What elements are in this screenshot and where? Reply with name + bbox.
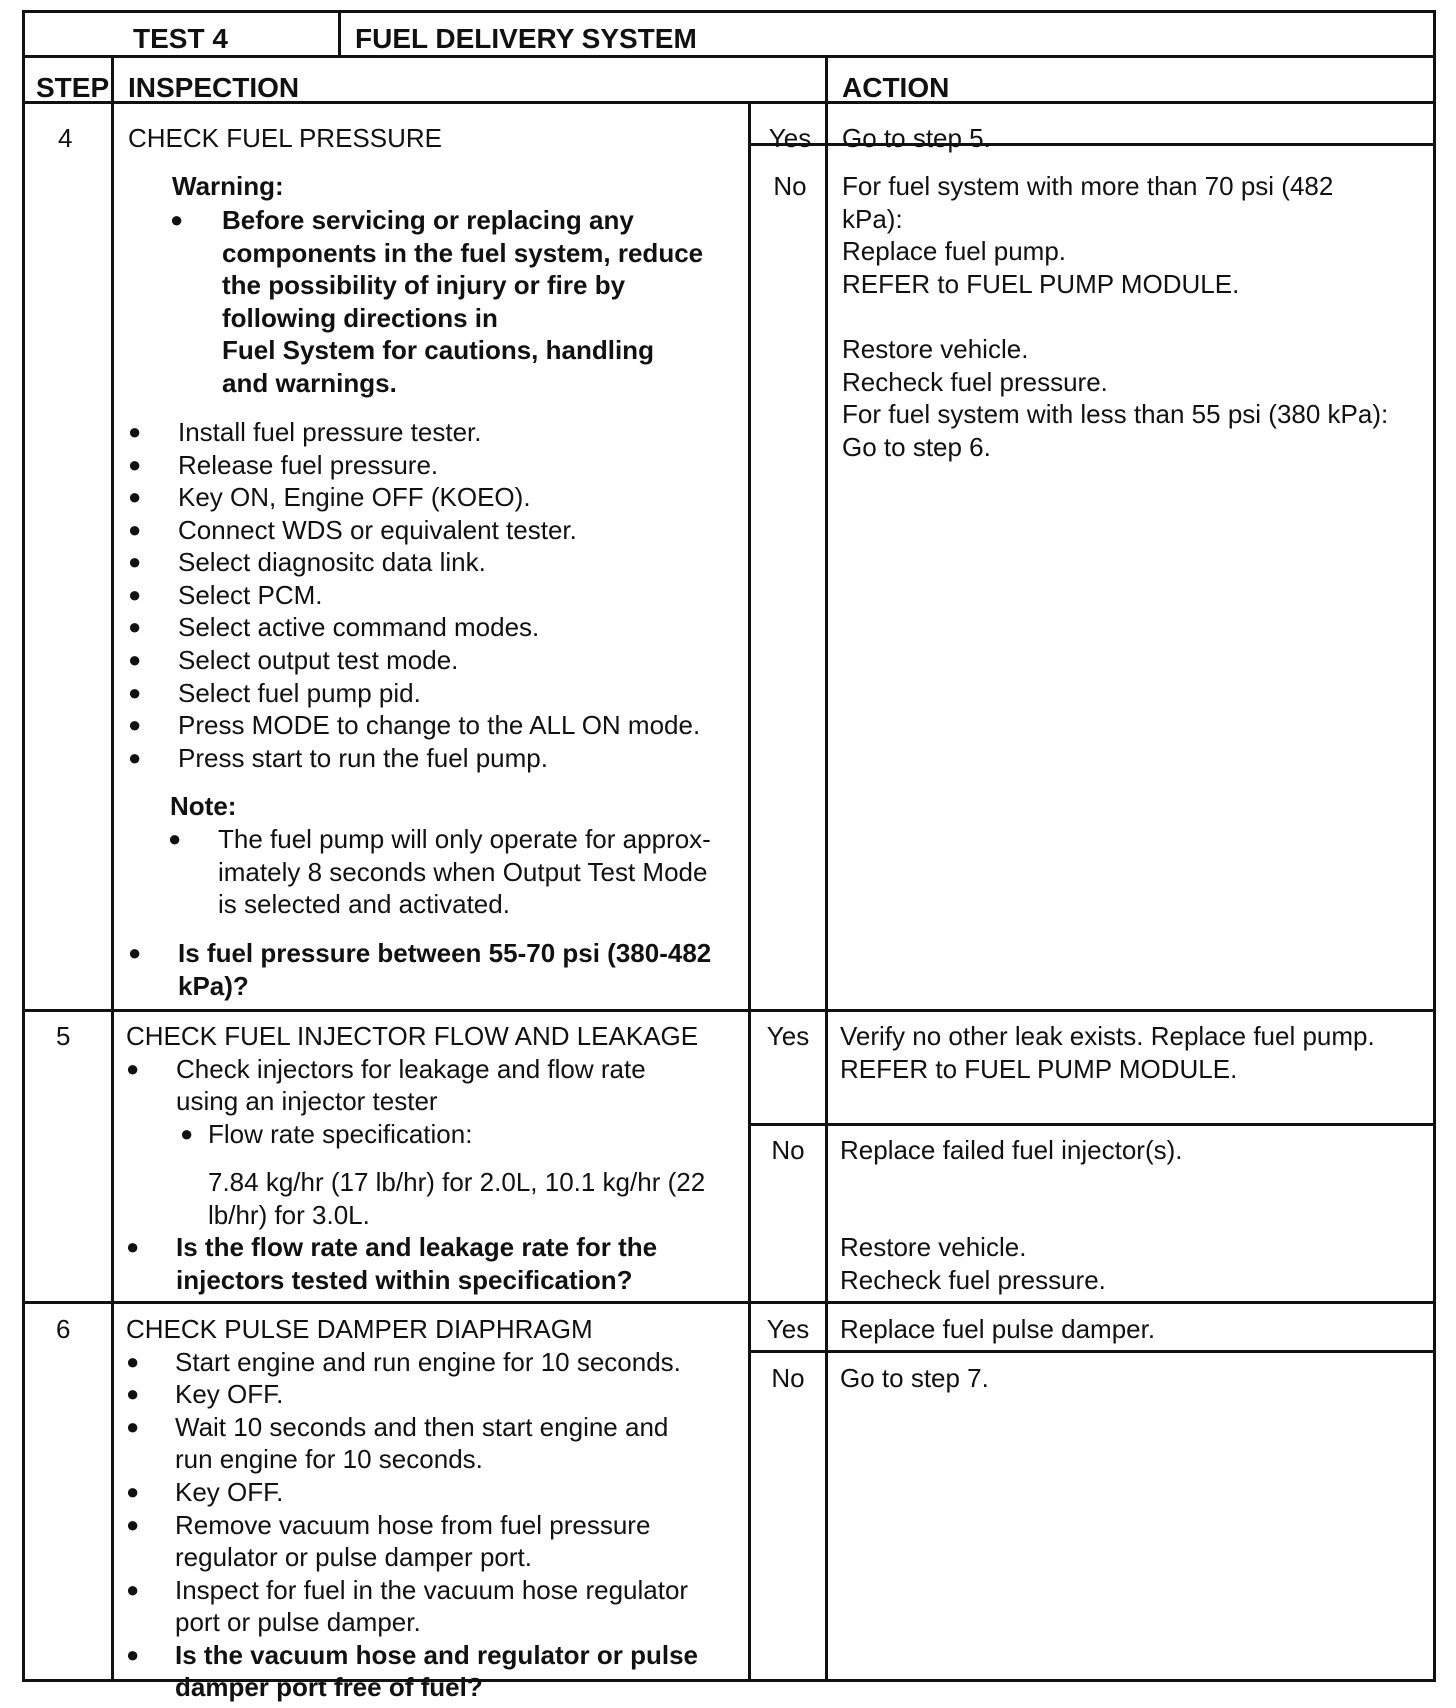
page-title: FUEL DELIVERY SYSTEM (355, 23, 697, 54)
no-action-text: Go to step 6. (842, 432, 991, 462)
list-item: Select active command modes. (178, 612, 540, 642)
rule-yesno-left (748, 101, 751, 1682)
list-item: port or pulse damper. (175, 1607, 421, 1637)
no-label: No (771, 1363, 805, 1393)
list-item: Release fuel pressure. (178, 450, 439, 480)
rule-test-title-divider (338, 10, 341, 57)
note-text: imately 8 seconds when Output Test Mode (218, 857, 708, 887)
step-number: 6 (56, 1314, 71, 1344)
list-item: Wait 10 seconds and then start engine and (175, 1412, 669, 1442)
yes-label: Yes (766, 1021, 810, 1051)
bullet-icon: ● (180, 1121, 194, 1146)
bullet-icon: ● (126, 1577, 140, 1602)
bullet-icon: ● (126, 1642, 140, 1667)
warning-text: components in the fuel system, reduce (222, 238, 704, 268)
question-text: Is the flow rate and leakage rate for the (176, 1232, 658, 1262)
no-action-text: Recheck fuel pressure. (842, 367, 1108, 397)
sub-list-item: Flow rate specification: (208, 1119, 473, 1149)
no-action-text: For fuel system with more than 70 psi (482 (842, 171, 1334, 201)
no-action-text: Replace failed fuel injector(s). (840, 1135, 1183, 1165)
test-label: TEST 4 (133, 23, 228, 54)
bullet-icon: ● (128, 940, 142, 965)
step-title: CHECK PULSE DAMPER DIAPHRAGM (126, 1314, 593, 1344)
list-item: Select output test mode. (178, 645, 459, 675)
bullet-icon: ● (128, 647, 142, 672)
question-text: kPa)? (178, 971, 249, 1001)
list-item: Connect WDS or equivalent tester. (178, 515, 577, 545)
list-item: Select fuel pump pid. (178, 678, 421, 708)
note-text: The fuel pump will only operate for approx- (218, 824, 711, 854)
column-header-step: STEP (36, 72, 110, 103)
warning-label: Warning: (172, 171, 284, 201)
warning-text: and warnings. (222, 368, 397, 398)
yes-action: Verify no other leak exists. Replace fuel pump. (840, 1021, 1375, 1051)
no-action-text: Recheck fuel pressure. (840, 1265, 1106, 1295)
list-item: Select PCM. (178, 580, 323, 610)
rule-step-column (111, 55, 114, 1682)
no-action-text: Replace fuel pump. (842, 236, 1067, 266)
bullet-icon: ● (126, 1349, 140, 1374)
rule-step5-bottom (22, 1301, 1436, 1304)
bullet-icon: ● (126, 1381, 140, 1406)
list-item: Press start to run the fuel pump. (178, 743, 548, 773)
step-number: 4 (58, 123, 73, 153)
bullet-icon: ● (168, 826, 182, 851)
list-item: Select diagnositc data link. (178, 547, 486, 577)
yes-action: REFER to FUEL PUMP MODULE. (840, 1054, 1238, 1084)
yes-action: Replace fuel pulse damper. (840, 1314, 1156, 1344)
rule-header-bottom (22, 55, 1436, 58)
list-item: Inspect for fuel in the vacuum hose regulator (175, 1575, 689, 1605)
bullet-icon: ● (128, 484, 142, 509)
rule-step5-yes-bottom (748, 1123, 1436, 1126)
bullet-icon: ● (128, 614, 142, 639)
step-number: 5 (56, 1021, 71, 1051)
note-text: is selected and activated. (218, 889, 510, 919)
no-action-text: Go to step 7. (840, 1363, 989, 1393)
step-title: CHECK FUEL PRESSURE (128, 123, 442, 153)
bullet-icon: ● (128, 452, 142, 477)
note-label: Note: (170, 791, 237, 821)
yes-label: Yes (766, 1314, 810, 1344)
list-item: Key OFF. (175, 1477, 284, 1507)
list-item: Key ON, Engine OFF (KOEO). (178, 482, 531, 512)
bullet-icon: ● (128, 419, 142, 444)
warning-text: Before servicing or replacing any (222, 205, 634, 235)
bullet-icon: ● (128, 745, 142, 770)
bullet-icon: ● (128, 517, 142, 542)
step-title: CHECK FUEL INJECTOR FLOW AND LEAKAGE (126, 1021, 699, 1051)
spec-text: 7.84 kg/hr (17 lb/hr) for 2.0L, 10.1 kg/hr (22 (208, 1167, 706, 1197)
bullet-icon: ● (126, 1056, 140, 1081)
list-item: Press MODE to change to the ALL ON mode. (178, 710, 701, 740)
no-action-text: Restore vehicle. (840, 1232, 1027, 1262)
spec-text: lb/hr) for 3.0L. (208, 1200, 370, 1230)
yes-label: Yes (768, 123, 812, 153)
bullet-icon: ● (126, 1414, 140, 1439)
no-label: No (773, 171, 807, 201)
question-text: Is the vacuum hose and regulator or pulse (175, 1640, 699, 1670)
question-text: Is fuel pressure between 55-70 psi (380-482 (178, 938, 712, 968)
question-text: injectors tested within specification? (176, 1265, 633, 1295)
bullet-icon: ● (128, 582, 142, 607)
list-item: Remove vacuum hose from fuel pressure (175, 1510, 651, 1540)
list-item: Install fuel pressure tester. (178, 417, 482, 447)
rule-step6-yes-bottom (748, 1350, 1436, 1353)
list-item: run engine for 10 seconds. (175, 1444, 483, 1474)
list-item: Check injectors for leakage and flow rate (176, 1054, 646, 1084)
no-action-text: kPa): (842, 204, 903, 234)
list-item: Start engine and run engine for 10 seconds. (175, 1347, 681, 1377)
warning-text: Fuel System for cautions, handling (222, 335, 654, 365)
column-header-action: ACTION (842, 72, 950, 103)
bullet-icon: ● (170, 207, 184, 232)
bullet-icon: ● (126, 1234, 140, 1259)
rule-inspection-column (825, 55, 828, 103)
rule-step4-bottom (22, 1009, 1436, 1012)
column-header-inspection: INSPECTION (128, 72, 300, 103)
no-label: No (771, 1135, 805, 1165)
rule-yesno-right (825, 101, 828, 1682)
no-action-text: REFER to FUEL PUMP MODULE. (842, 269, 1240, 299)
list-item: Key OFF. (175, 1379, 284, 1409)
no-action-text: Restore vehicle. (842, 334, 1029, 364)
bullet-icon: ● (128, 680, 142, 705)
bullet-icon: ● (126, 1479, 140, 1504)
warning-text: following directions in (222, 303, 498, 333)
no-action-text: For fuel system with less than 55 psi (380 kPa): (842, 399, 1389, 429)
warning-text: the possibility of injury or fire by (222, 270, 626, 300)
bullet-icon: ● (128, 549, 142, 574)
yes-action: Go to step 5. (842, 123, 991, 153)
list-item: regulator or pulse damper port. (175, 1542, 532, 1572)
bullet-icon: ● (126, 1512, 140, 1537)
list-item: using an injector tester (176, 1086, 438, 1116)
bullet-icon: ● (128, 712, 142, 737)
question-text: damper port free of fuel? (175, 1672, 483, 1702)
